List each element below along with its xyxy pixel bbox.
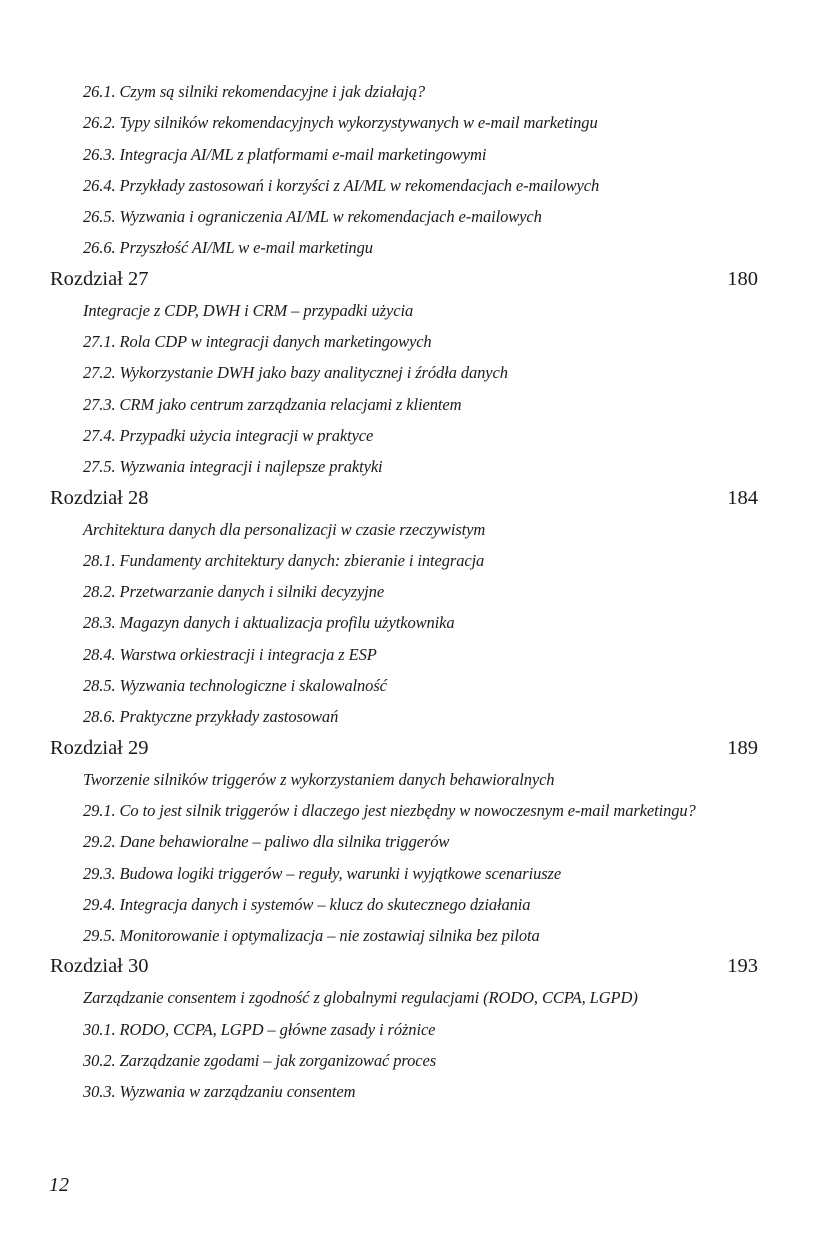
toc-section[interactable]: 26.4. Przykłady zastosowań i korzyści z AI/ML w rekomendacjach e-mailowych [83,175,600,195]
toc-section[interactable]: 28.6. Praktyczne przykłady zastosowań [83,707,339,727]
chapter-page-number: 189 [727,736,758,759]
chapter-label: Rozdział 30 [50,955,149,978]
toc-section[interactable]: 28.2. Przetwarzanie danych i silniki decyzyjne [83,582,385,602]
toc-section[interactable]: 26.3. Integracja AI/ML z platformami e-mail marketingowymi [83,144,487,164]
toc-section[interactable]: 28.5. Wyzwania technologiczne i skalowalność [83,676,387,696]
toc-chapter-heading[interactable] [50,265,758,294]
toc-section[interactable]: 26.2. Typy silników rekomendacyjnych wykorzystywanych w e-mail marketingu [83,113,598,133]
toc-section[interactable]: 26.1. Czym są silniki rekomendacyjne i jak działają? [83,82,426,101]
toc-section[interactable]: 27.4. Przypadki użycia integracji w praktyce [83,425,374,445]
toc-chapter-heading[interactable] [50,484,758,513]
table-of-contents [50,76,758,1108]
toc-section[interactable]: 27.1. Rola CDP w integracji danych marketingowych [83,332,432,352]
toc-section[interactable]: 28.3. Magazyn danych i aktualizacja profilu użytkownika [83,613,455,633]
toc-chapter-title[interactable]: Architektura danych dla personalizacji w czasie rzeczywistym [83,519,486,539]
toc-section[interactable]: 28.1. Fundamenty architektury danych: zbieranie i integracja [83,550,485,570]
toc-section[interactable]: 29.4. Integracja danych i systemów – klucz do skutecznego działania [83,894,531,914]
toc-chapter-heading[interactable] [50,734,758,763]
toc-section[interactable]: 30.1. RODO, CCPA, LGPD – główne zasady i różnice [83,1019,436,1039]
toc-chapter-title[interactable]: Tworzenie silników triggerów z wykorzystaniem danych behawioralnych [83,769,555,789]
toc-section[interactable]: 30.3. Wyzwania w zarządzaniu consentem [83,1082,356,1102]
toc-section[interactable]: 26.6. Przyszłość AI/ML w e-mail marketingu [83,238,373,258]
toc-chapter-title[interactable]: Integracje z CDP, DWH i CRM – przypadki użycia [83,300,414,320]
toc-section[interactable]: 27.3. CRM jako centrum zarządzania relacjami z klientem [83,394,462,414]
chapter-label: Rozdział 27 [50,267,149,290]
chapter-page-number: 193 [727,955,758,978]
toc-section[interactable]: 26.5. Wyzwania i ograniczenia AI/ML w rekomendacjach e-mailowych [83,207,542,227]
toc-section[interactable]: 27.5. Wyzwania integracji i najlepsze praktyki [83,457,383,477]
toc-section[interactable]: 29.3. Budowa logiki triggerów – reguły, warunki i wyjątkowe scenariusze [83,863,562,883]
chapter-label: Rozdział 29 [50,736,149,759]
toc-section[interactable]: 28.4. Warstwa orkiestracji i integracja z ESP [83,644,377,664]
page-number: 12 [49,1174,69,1196]
chapter-page-number: 184 [727,486,758,509]
toc-section[interactable]: 27.2. Wykorzystanie DWH jako bazy analitycznej i źródła danych [83,363,508,383]
toc-section[interactable]: 30.2. Zarządzanie zgodami – jak zorganizować proces [83,1051,437,1071]
chapter-label: Rozdział 28 [50,486,149,509]
toc-section[interactable]: 29.1. Co to jest silnik triggerów i dlaczego jest niezbędny w nowoczesnym e-mail marketingu? [83,800,696,820]
toc-chapter-title[interactable]: Zarządzanie consentem i zgodność z globalnymi regulacjami (RODO, CCPA, LGPD) [83,988,638,1008]
toc-section[interactable]: 29.5. Monitorowanie i optymalizacja – nie zostawiaj silnika bez pilota [83,926,540,946]
chapter-page-number: 180 [727,267,758,290]
toc-chapter-heading[interactable] [50,952,758,981]
toc-section[interactable]: 29.2. Dane behawioralne – paliwo dla silnika triggerów [83,832,450,852]
